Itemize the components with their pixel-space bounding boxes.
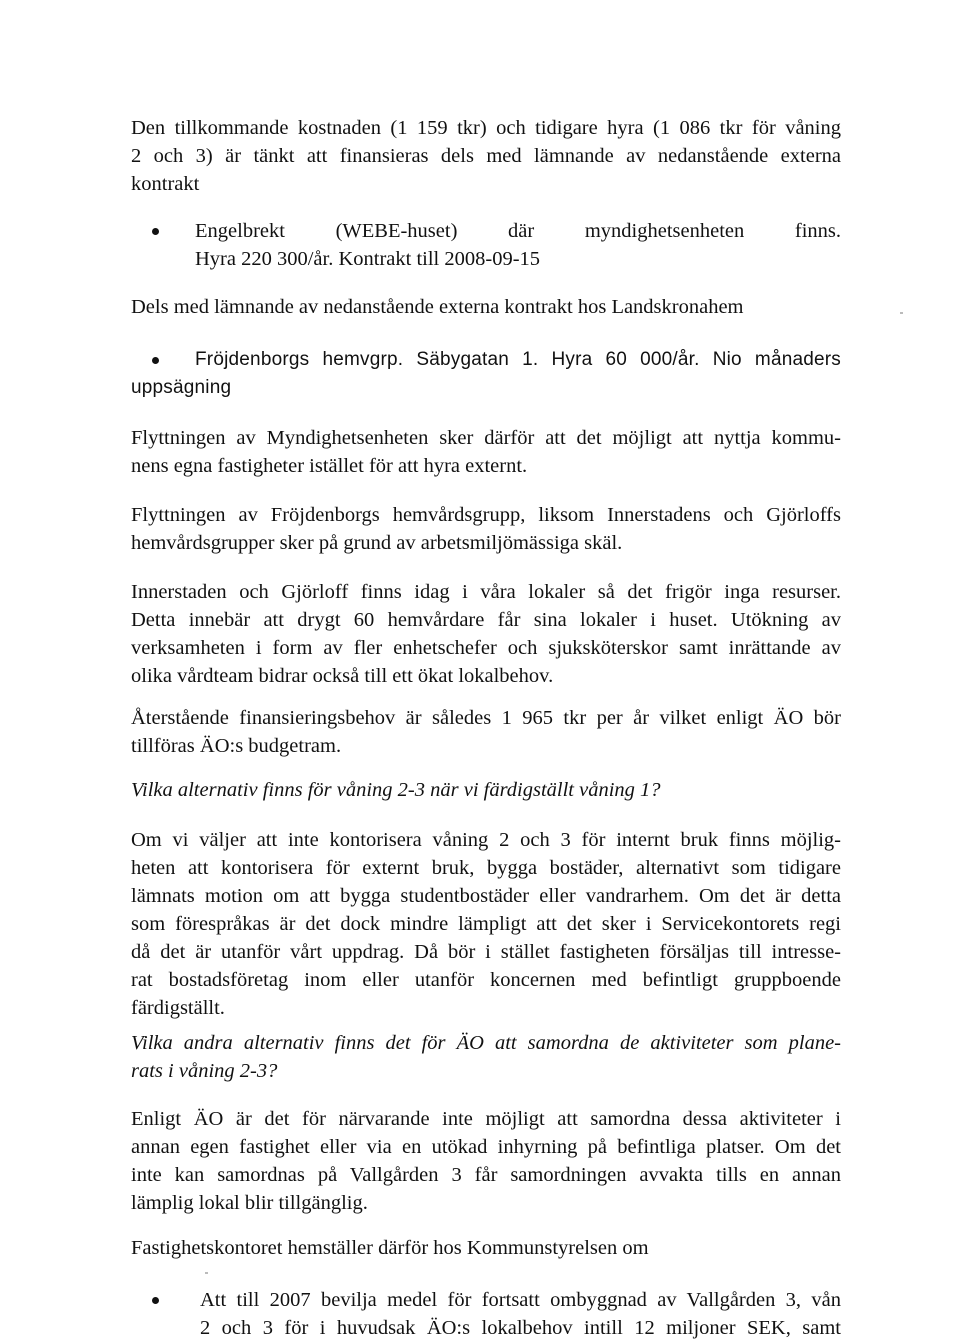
text-line: heten att kontorisera för externt bruk, bygga bostäder, alternativt som tidigare — [131, 857, 841, 879]
text-line: Fröjdenborgs hemvgrp. Säbygatan 1. Hyra 60 000/år. Nio månaders — [195, 349, 841, 370]
paragraph-flyttningen-myndighet — [131, 424, 841, 480]
text-line: hemvårdsgrupper sker på grund av arbetsmiljömässiga skäl. — [131, 532, 623, 554]
bullet-item-att-bevilja — [131, 1286, 841, 1338]
paragraph-innerstaden — [131, 578, 841, 690]
bullet-text — [195, 217, 841, 273]
paragraph-fastighetskontoret — [131, 1234, 841, 1262]
text-line: uppsägning — [131, 377, 232, 398]
text-line: kontrakt — [131, 173, 200, 195]
text-line: verksamheten i form av fler enhetschefer och sjuksköterskor samt inrättande av — [131, 637, 841, 659]
bullet-text — [131, 346, 841, 402]
text-line: Engelbrekt (WEBE-huset) där myndighetsenheten finns. — [195, 220, 841, 242]
text-line: Dels med lämnande av nedanstående externa kontrakt hos Landskronahem — [131, 296, 744, 318]
text-line: då det är utanför vårt uppdrag. Då bör i stället fastigheten försäljas till intresse- — [131, 941, 841, 963]
text-line: inte kan samordnas på Vallgården 3 får samordningen avvakta tills en annan — [131, 1164, 841, 1186]
bullet-icon — [152, 357, 159, 364]
bullet-icon — [152, 1297, 159, 1304]
text-line: lämnats motion om att bygga studentbostäder eller vandrarhem. Om det är detta — [131, 885, 841, 907]
text-line: som förespråkas är det dock mindre lämpligt att det sker i Servicekontorets regi — [131, 913, 841, 935]
scan-speck — [205, 1272, 208, 1274]
text-line: Enligt ÄO är det för närvarande inte möjligt att samordna dessa aktiviteter i — [131, 1108, 841, 1130]
scan-speck — [900, 312, 903, 314]
paragraph-intro — [131, 114, 841, 198]
text-line: Flyttningen av Myndighetsenheten sker därför att det möjligt att nyttja kommu- — [131, 427, 841, 449]
text-line: Vilka andra alternativ finns det för ÄO att samordna de aktiviteter som plane- — [131, 1032, 841, 1054]
text-line: Innerstaden och Gjörloff finns idag i våra lokaler så det frigör inga resurser. — [131, 581, 841, 603]
text-line: färdigställt. — [131, 997, 225, 1019]
text-line: rats i våning 2-3? — [131, 1060, 278, 1082]
text-line: Den tillkommande kostnaden (1 159 tkr) och tidigare hyra (1 086 tkr för våning — [131, 117, 841, 139]
bullet-text — [200, 1286, 841, 1342]
paragraph-om-vi — [131, 826, 841, 1022]
text-line: tillföras ÄO:s budgetram. — [131, 735, 342, 757]
text-line: Fastighetskontoret hemställer därför hos Kommunstyrelsen om — [131, 1237, 649, 1259]
text-line: Flyttningen av Fröjdenborgs hemvårdsgrupp, liksom Innerstadens och Gjörloffs — [131, 504, 841, 526]
paragraph-dels — [131, 293, 841, 321]
text-line: annan egen fastighet eller via en utökad inhyrning på befintliga platser. Om det — [131, 1136, 841, 1158]
text-line: olika vårdteam bidrar också till ett ökat lokalbehov. — [131, 665, 554, 687]
bullet-item-frojdenborg — [131, 346, 841, 402]
text-line: Om vi väljer att inte kontorisera våning 2 och 3 för internt bruk finns möjlig- — [131, 829, 841, 851]
text-line: rat bostadsföretag inom eller utanför koncernen med befintligt gruppboende — [131, 969, 841, 991]
text-line: lämplig lokal blir tillgänglig. — [131, 1192, 368, 1214]
paragraph-flyttningen-frojdenborg — [131, 501, 841, 557]
paragraph-aterstaende — [131, 704, 841, 760]
text-line: Vilka alternativ finns för våning 2-3 när vi färdigställt våning 1? — [131, 779, 661, 801]
text-line: Att till 2007 bevilja medel för fortsatt ombyggnad av Vallgården 3, vån — [200, 1289, 841, 1311]
paragraph-enligt — [131, 1105, 841, 1217]
text-line: 2 och 3) är tänkt att finansieras dels med lämnande av nedanstående externa — [131, 145, 841, 167]
bullet-item-engelbrekt — [131, 217, 841, 273]
text-line: 2 och 3 för i huvudsak ÄO:s lokalbehov intill 12 miljoner SEK, samt — [200, 1317, 841, 1339]
text-line: Hyra 220 300/år. Kontrakt till 2008-09-15 — [195, 248, 541, 270]
text-line: nens egna fastigheter istället för att hyra externt. — [131, 455, 528, 477]
question-heading-1 — [131, 776, 841, 804]
bullet-icon — [152, 228, 159, 235]
text-line: Detta innebär att drygt 60 hemvårdare får sina lokaler i huset. Utökning av — [131, 609, 841, 631]
question-heading-2 — [131, 1029, 841, 1085]
text-line: Återstående finansieringsbehov är således 1 965 tkr per år vilket enligt ÄO bör — [131, 707, 841, 729]
